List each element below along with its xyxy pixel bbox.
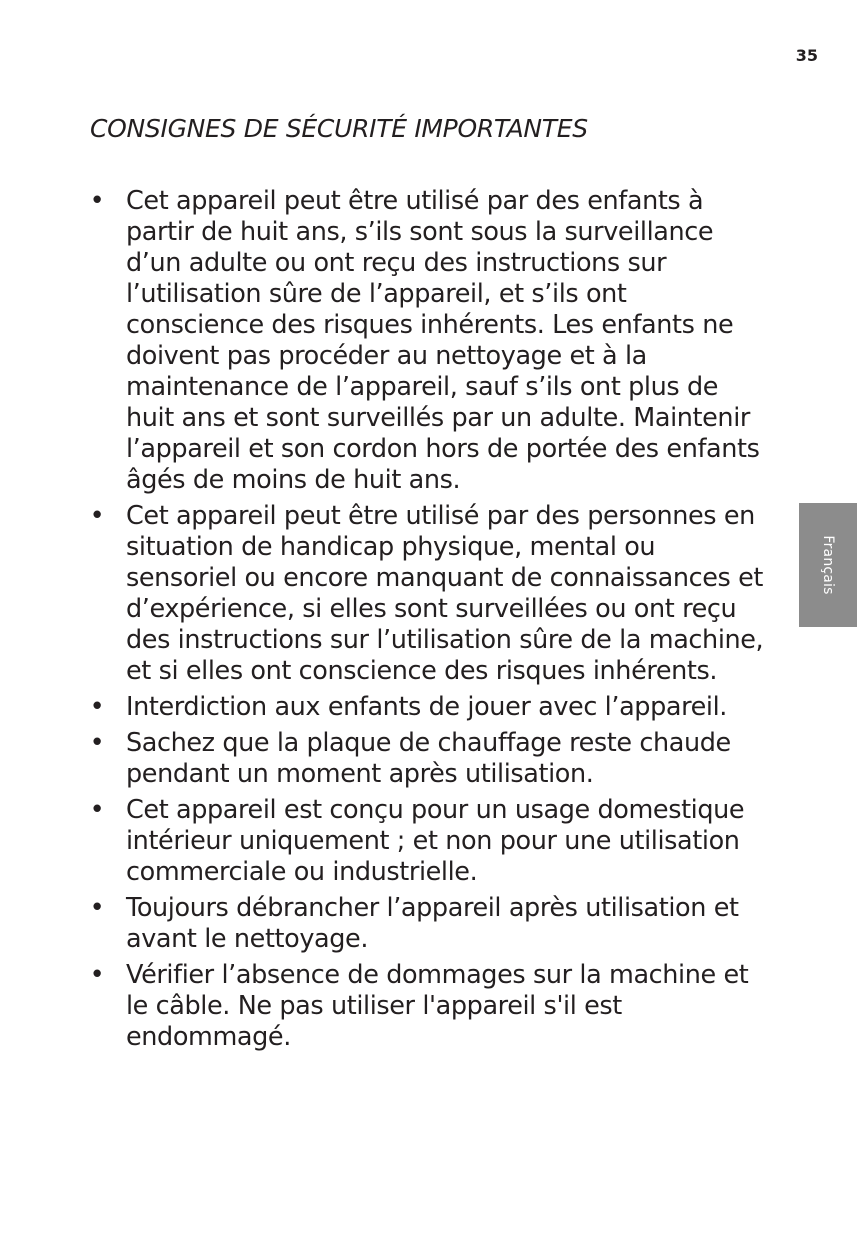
list-item-text: Cet appareil est conçu pour un usage domestique intérieur uniquement ; et non pour une utilisation commerciale ou industrielle. xyxy=(126,795,745,887)
section-title: CONSIGNES DE SÉCURITÉ IMPORTANTES xyxy=(90,114,588,143)
list-item-text: Vérifier l’absence de dommages sur la machine et le câble. Ne pas utiliser l'appareil s'il est endommagé. xyxy=(126,960,749,1052)
list-item xyxy=(87,501,767,687)
list-item-text: Interdiction aux enfants de jouer avec l’appareil. xyxy=(126,692,727,722)
list-item-text: Toujours débrancher l’appareil après utilisation et avant le nettoyage. xyxy=(126,893,739,954)
list-item xyxy=(87,960,767,1053)
list-item xyxy=(87,795,767,888)
language-tab-label: Français xyxy=(820,535,836,595)
language-tab xyxy=(799,503,857,627)
list-item-text: Sachez que la plaque de chauffage reste chaude pendant un moment après utilisation. xyxy=(126,728,731,789)
page-number: 35 xyxy=(795,46,818,65)
list-item xyxy=(87,186,767,496)
list-item xyxy=(87,893,767,955)
safety-instructions-list xyxy=(87,186,767,1058)
bullet-icon: • xyxy=(89,960,105,990)
list-item xyxy=(87,692,767,723)
list-item xyxy=(87,728,767,790)
bullet-icon: • xyxy=(89,186,105,216)
bullet-icon: • xyxy=(89,795,105,825)
bullet-icon: • xyxy=(89,893,105,923)
list-item-text: Cet appareil peut être utilisé par des personnes en situation de handicap physique, mental ou sensoriel ou encore manquant de connaissances et d’expérience, si elles sont surveillées ou ont reçu des instructions sur l’utilisation sûre de la machine, et si elles ont conscience des risques inhérents. xyxy=(126,501,764,686)
bullet-icon: • xyxy=(89,728,105,758)
bullet-icon: • xyxy=(89,501,105,531)
list-item-text: Cet appareil peut être utilisé par des enfants à partir de huit ans, s’ils sont sous la surveillance d’un adulte ou ont reçu des instructions sur l’utilisation sûre de l’appareil, et s’ils ont conscience des risques inhérents. Les enfants ne doivent pas procéder au nettoyage et à la maintenance de l’appareil, sauf s’ils ont plus de huit ans et sont surveillés par un adulte. Maintenir l’appareil et son cordon hors de portée des enfants âgés de moins de huit ans. xyxy=(126,186,760,495)
bullet-icon: • xyxy=(89,692,105,722)
